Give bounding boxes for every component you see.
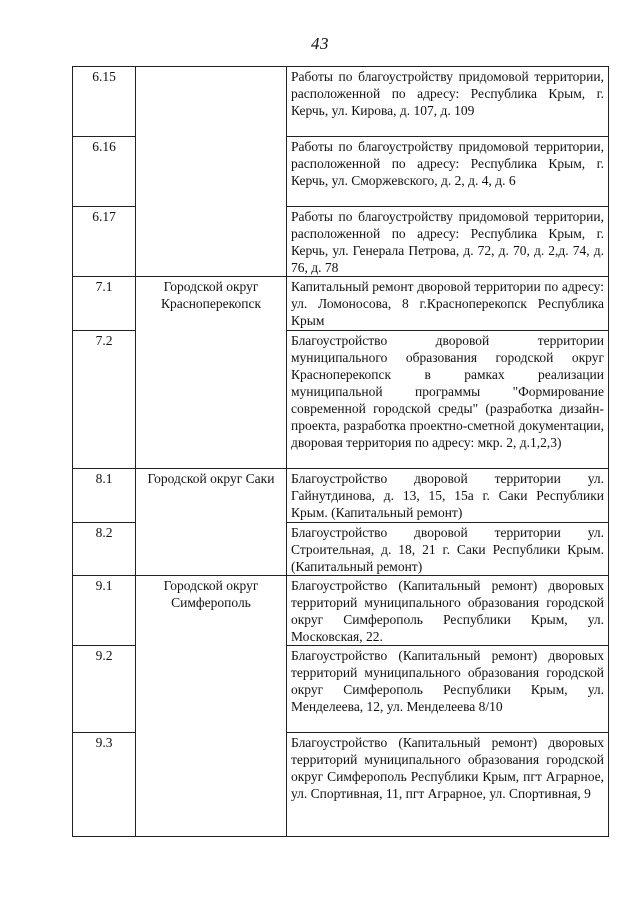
table-row — [73, 523, 609, 576]
row-number: 9.3 — [73, 733, 136, 837]
row-number: 8.2 — [73, 523, 136, 576]
work-description: Капитальный ремонт дворовой территории по адресу: ул. Ломоносова, 8 г.Красноперекопск Республика Крым — [287, 277, 609, 331]
district-label: Городской округ Симферополь — [163, 578, 259, 610]
table-row — [73, 733, 609, 837]
table-row — [73, 277, 609, 331]
row-number: 7.2 — [73, 331, 136, 469]
work-description: Благоустройство (Капитальный ремонт) дворовых территорий муниципального образования городской округ Симферополь Республики Крым, ул. Менделеева, 12, ул. Менделеева 8/10 — [287, 646, 609, 733]
row-number: 7.1 — [73, 277, 136, 331]
district-cell — [136, 331, 287, 469]
district-label: Городской округ Саки — [147, 471, 275, 486]
district-cell — [136, 646, 287, 733]
table-row — [73, 331, 609, 469]
work-description: Благоустройство (Капитальный ремонт) дворовых территорий муниципального образования городской округ Симферополь Республики Крым, ул. Московская, 22. — [287, 576, 609, 646]
row-number: 6.15 — [73, 67, 136, 137]
table-row — [73, 137, 609, 207]
row-number: 9.1 — [73, 576, 136, 646]
row-number: 8.1 — [73, 469, 136, 523]
work-description: Благоустройство дворовой территории ул. Строительная, д. 18, 21 г. Саки Республики Крым. (Капитальный ремонт) — [287, 523, 609, 576]
work-description: Благоустройство дворовой территории муниципального образования городской округ Красноперекопск в рамках реализации муниципальной программы "Формирование современной городской среды" (разработка дизайн-проекта, разработка проектно-сметной документации, дворовая территория по адресу: мкр. 2, д.1,2,3) — [287, 331, 609, 469]
work-description: Благоустройство (Капитальный ремонт) дворовых территорий муниципального образования городской округ Симферополь Республики Крым, пгт Аграрное, ул. Спортивная, 11, пгт Аграрное, ул. Спортивная, 9 — [287, 733, 609, 837]
district-cell — [136, 469, 287, 523]
district-cell — [136, 67, 287, 137]
table-row — [73, 576, 609, 646]
work-description: Работы по благоустройству придомовой территории, расположенной по адресу: Республика Крым, г. Керчь, ул. Кирова, д. 107, д. 109 — [287, 67, 609, 137]
row-number: 9.2 — [73, 646, 136, 733]
page-number: 43 — [311, 34, 329, 53]
district-cell — [136, 277, 287, 331]
district-cell — [136, 733, 287, 837]
row-number: 6.16 — [73, 137, 136, 207]
table-row — [73, 207, 609, 277]
table-row — [73, 67, 609, 137]
district-cell — [136, 523, 287, 576]
work-description: Работы по благоустройству придомовой территории, расположенной по адресу: Республика Крым, г. Керчь, ул. Генерала Петрова, д. 72, д. 70, д. 2,д. 74, д. 76, д. 78 — [287, 207, 609, 277]
work-description: Благоустройство дворовой территории ул. Гайнутдинова, д. 13, 15, 15а г. Саки Республики Крым. (Капитальный ремонт) — [287, 469, 609, 523]
row-number: 6.17 — [73, 207, 136, 277]
table-row — [73, 646, 609, 733]
district-label: Городской округ Красноперекопск — [160, 279, 262, 311]
district-cell — [136, 207, 287, 277]
table-row — [73, 469, 609, 523]
work-description: Работы по благоустройству придомовой территории, расположенной по адресу: Республика Крым, г. Керчь, ул. Сморжевского, д. 2, д. 4, д. 6 — [287, 137, 609, 207]
district-cell — [136, 576, 287, 646]
district-cell — [136, 137, 287, 207]
document-table — [72, 66, 609, 837]
